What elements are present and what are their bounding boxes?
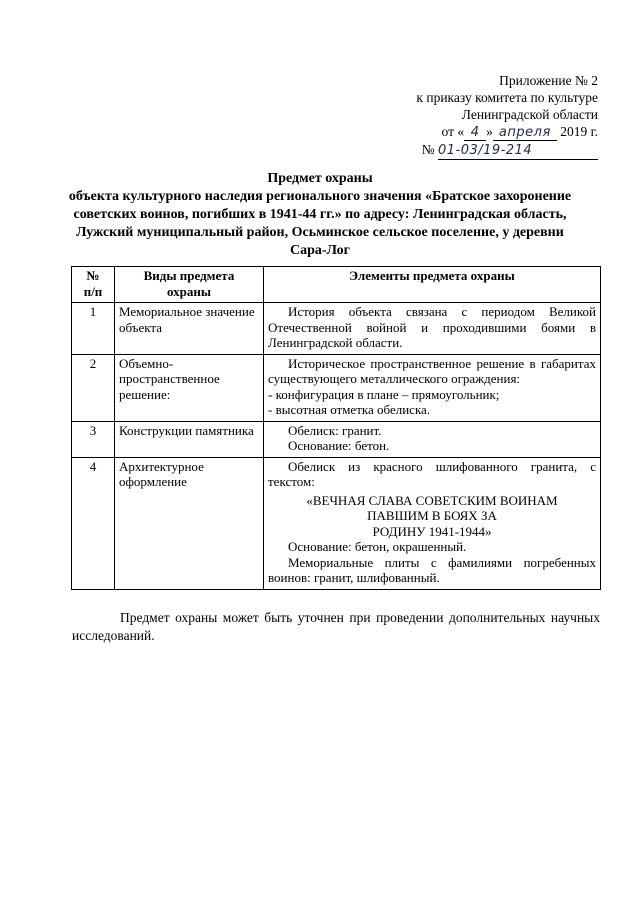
row-number: 4 (72, 457, 115, 589)
appendix-block (416, 72, 598, 160)
element-text: Мемориальные плиты с фамилиями погребенных воинов: гранит, шлифованный. (268, 554, 596, 585)
element-text: Основание: бетон, окрашенный. (288, 539, 467, 554)
element-text: - высотная отметка обелиска. (268, 402, 431, 417)
appendix-title: Приложение № 2 (499, 73, 598, 88)
heading-line-1: объекта культурного наследия регионального значения «Братское захоронение (68, 189, 572, 204)
date-mid: » (486, 124, 493, 139)
inscription-line: РОДИНУ 1941-1944» (372, 523, 492, 539)
date-day: 4 (464, 126, 486, 141)
appendix-date (416, 123, 598, 141)
heading-line-3: Лужский муниципальный район, Осьминское сельское поселение, у деревни (76, 225, 564, 240)
row-kind: Архитектурное оформление (115, 457, 264, 589)
row-number: 2 (72, 354, 115, 421)
row-number: 1 (72, 303, 115, 355)
table-header-row (72, 267, 601, 303)
header-kind-line-1: Виды предмета (143, 268, 235, 283)
date-month: апреля (493, 126, 557, 141)
element-text: Основание: бетон. (288, 438, 390, 453)
date-prefix: от « (441, 124, 465, 139)
footer-note: Предмет охраны может быть уточнен при проведении дополнительных научных исследований. (72, 610, 600, 643)
appendix-region: Ленинградской области (461, 107, 598, 122)
table-row (72, 457, 601, 589)
row-elements (264, 303, 601, 355)
appendix-order-reference: к приказу комитета по культуре (416, 90, 598, 105)
heading-title: Предмет охраны (267, 171, 373, 186)
header-kind-line-2: охраны (166, 283, 212, 299)
element-text: История объекта связана с периодом Великой Отечественной войной и проходившими боями в Ленинградской области. (268, 304, 596, 350)
row-kind: Объемно-пространственное решение: (115, 354, 264, 421)
element-text: - конфигурация в плане – прямоугольник; (268, 386, 500, 402)
table-row (72, 421, 601, 457)
row-elements (264, 354, 601, 421)
date-year: 2019 г. (560, 124, 598, 139)
heading-line-2: советских воинов, погибших в 1941-44 гг.» по адресу: Ленинградская область, (73, 207, 567, 222)
protection-subjects-table (71, 266, 601, 590)
element-text: Историческое пространственное решение в габаритах существующего металлического ограждения: (268, 355, 596, 386)
table-row (72, 354, 601, 421)
header-elements: Элементы предмета охраны (264, 267, 601, 303)
number-prefix: № (421, 142, 435, 157)
element-text: Обелиск из красного шлифованного гранита, с текстом: (268, 458, 596, 489)
header-kind (115, 267, 264, 303)
appendix-number (416, 141, 598, 160)
inscription-line: «ВЕЧНАЯ СЛАВА СОВЕТСКИМ ВОИНАМ (306, 492, 558, 508)
inscription-line: ПАВШИМ В БОЯХ ЗА (367, 508, 497, 523)
heading-line-4: Сара-Лог (290, 243, 350, 258)
row-kind: Конструкции памятника (115, 421, 264, 457)
table-row (72, 303, 601, 355)
header-number-line-2: п/п (83, 283, 103, 299)
row-number: 3 (72, 421, 115, 457)
number-value: 01-03/19-214 (438, 142, 598, 160)
header-number-line-1: № (86, 268, 100, 283)
row-kind: Мемориальное значение объекта (115, 303, 264, 355)
row-elements (264, 457, 601, 589)
document-heading (50, 170, 590, 260)
row-elements (264, 421, 601, 457)
header-number (72, 267, 115, 303)
element-text: Обелиск: гранит. (288, 422, 382, 438)
